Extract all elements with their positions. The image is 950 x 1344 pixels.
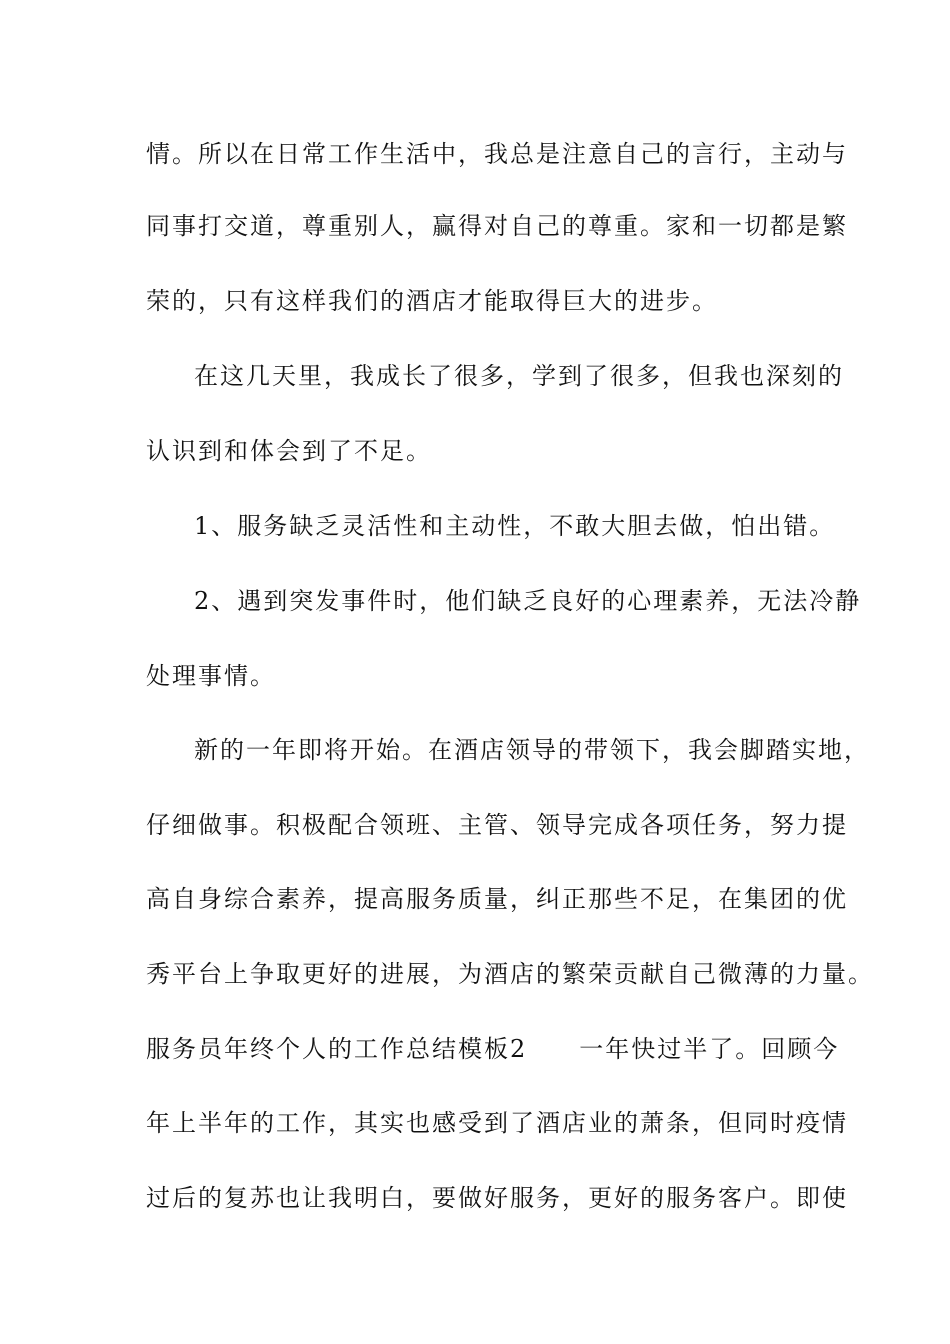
text-line: 同事打交道，尊重别人，赢得对自己的尊重。家和一切都是繁: [146, 212, 848, 240]
list-item: 2、遇到突发事件时，他们缺乏良好的心理素养，无法冷静: [194, 587, 862, 615]
section-heading-line: 服务员年终个人的工作总结模板2 一年快过半了。回顾今: [146, 1035, 840, 1063]
list-item: 1、服务缺乏灵活性和主动性，不敢大胆去做，怕出错。: [194, 512, 836, 540]
text-line: 处理事情。: [146, 662, 276, 690]
paragraph-first-line: 在这几天里，我成长了很多，学到了很多，但我也深刻的: [194, 362, 844, 390]
text-line: 情。所以在日常工作生活中，我总是注意自己的言行，主动与: [146, 140, 848, 168]
text-line: 年上半年的工作，其实也感受到了酒店业的萧条，但同时疫情: [146, 1109, 848, 1137]
text-line: 高自身综合素养，提高服务质量，纠正那些不足，在集团的优: [146, 885, 848, 913]
text-line: 秀平台上争取更好的进展，为酒店的繁荣贡献自己微薄的力量。: [146, 960, 874, 988]
text-line: 荣的，只有这样我们的酒店才能取得巨大的进步。: [146, 287, 718, 315]
text-line: 仔细做事。积极配合领班、主管、领导完成各项任务，努力提: [146, 811, 848, 839]
text-line: 认识到和体会到了不足。: [146, 437, 432, 465]
paragraph-first-line: 新的一年即将开始。在酒店领导的带领下，我会脚踏实地，: [194, 736, 870, 764]
text-line: 过后的复苏也让我明白，要做好服务，更好的服务客户。即使: [146, 1184, 848, 1212]
